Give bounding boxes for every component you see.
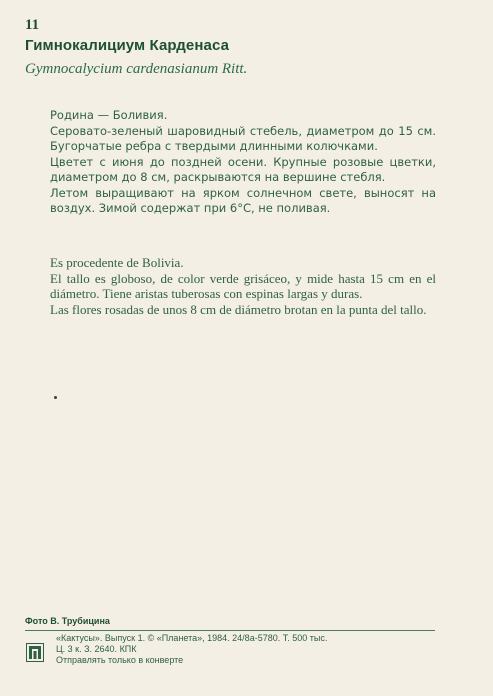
card-title-latin: Gymnocalycium cardenasianum Ritt. bbox=[25, 61, 248, 77]
stem-ru: Серовато-зеленый шаровидный стебель, диаметром до 15 см. Бугорчатые ребра с твердыми длинными колючками. bbox=[50, 123, 436, 153]
imprint-line-2: Ц. 3 к. З. 2640. КПК bbox=[56, 644, 137, 654]
footer-divider bbox=[25, 630, 435, 631]
imprint bbox=[56, 633, 327, 666]
card-title-russian: Гимнокалициум Карденаса bbox=[25, 37, 230, 54]
flowering-ru: Цветет с июня до поздней осени. Крупные розовые цветки, диаметром до 8 см, раскрываются на вершине стебля. bbox=[50, 154, 436, 184]
origin-ru: Родина — Боливия. bbox=[50, 108, 168, 122]
print-speck bbox=[54, 396, 57, 399]
imprint-line-3: Отправлять только в конверте bbox=[56, 655, 184, 665]
planeta-publisher-logo-icon bbox=[26, 643, 44, 662]
description-russian bbox=[50, 108, 436, 217]
imprint-line-1: «Кактусы». Выпуск 1. © «Планета», 1984. 24/8а-5780. Т. 500 тыс. bbox=[56, 633, 328, 643]
flowers-es: Las flores rosadas de unos 8 cm de diámetro brotan en la punta del tallo. bbox=[50, 301, 427, 317]
care-ru: Летом выращивают на ярком солнечном свете, выносят на воздух. Зимой содержат при 6°С, не поливая. bbox=[50, 185, 436, 215]
stem-es: El tallo es globoso, de color verde grisáceo, y mide hasta 15 cm en el diámetro. Tiene aristas tuberosas con espinas largas y duras. bbox=[50, 270, 436, 301]
description-spanish bbox=[50, 255, 436, 317]
card-number: 11 bbox=[25, 17, 40, 33]
origin-es: Es procedente de Bolivia. bbox=[50, 255, 184, 270]
photo-credit: Фото В. Трубицина bbox=[25, 616, 110, 626]
